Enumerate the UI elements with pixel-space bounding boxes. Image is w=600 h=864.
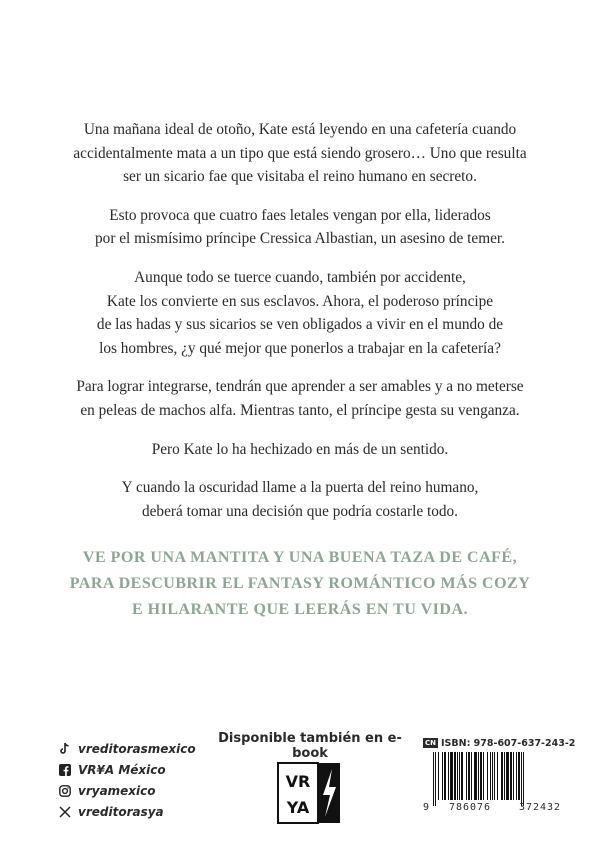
synopsis-paragraph-6: Y cuando la oscuridad llame a la puerta del reino humano, deberá tomar una decisión que podría costarle todo. xyxy=(121,479,479,520)
barcode-bar xyxy=(523,752,524,806)
tiktok-icon xyxy=(58,742,72,756)
isbn-barcode xyxy=(423,737,591,823)
social-links xyxy=(58,738,196,822)
social-x[interactable] xyxy=(58,801,196,822)
barcode-digit-group: 372432 xyxy=(518,802,562,813)
social-label: vryamexico xyxy=(78,783,156,798)
tagline-line: PARA DESCUBRIR EL FANTASY ROMÁNTICO MÁS COZY xyxy=(69,575,531,592)
logo-text-bottom: YA xyxy=(286,798,310,817)
synopsis xyxy=(40,118,560,538)
tagline-line: E HILARANTE QUE LEERÁS EN TU VIDA. xyxy=(131,601,469,618)
synopsis-paragraph-2: Esto provoca que cuatro faes letales vengan por ella, liderados por el mismísimo príncipe Cressica Albastian, un asesino de temer. xyxy=(95,206,505,248)
barcode-bars xyxy=(433,752,591,804)
social-label: VR¥A México xyxy=(78,762,166,777)
isbn-number: ISBN: 978-607-637-243-2 xyxy=(441,737,576,749)
tagline-line: VE POR UNA MANTITA Y UNA BUENA TAZA DE CAFÉ, xyxy=(82,549,518,566)
x-icon xyxy=(58,805,72,819)
vrya-logo xyxy=(276,761,342,825)
synopsis-paragraph-4: Para lograr integrarse, tendrán que aprender a ser amables y a no meterse en peleas de machos alfa. Mientras tanto, el príncipe gesta su venganza. xyxy=(76,378,524,419)
barcode-digit-group: 786076 xyxy=(448,802,492,813)
cn-badge: CN xyxy=(425,739,436,747)
facebook-icon xyxy=(58,763,72,777)
social-label: vreditorasya xyxy=(78,804,164,819)
ebook-availability: Disponible también en e-book xyxy=(218,731,402,761)
barcode-digits xyxy=(423,802,591,813)
logo-text-top: VR xyxy=(285,772,311,791)
synopsis-paragraph-1: Una mañana ideal de otoño, Kate está leyendo en una cafetería cuando accidentalmente mata a un tipo que está siendo grosero… Uno que resulta ser un sicario fae que visitaba el reino humano en secreto. xyxy=(73,121,527,186)
instagram-icon xyxy=(58,784,72,798)
synopsis-paragraph-3: Aunque todo se tuerce cuando, también por accidente, Kate los convierte en sus esclavos. Ahora, el poderoso príncipe de las hadas y sus sicarios se ven obligados a vivir en el mundo de los hombres, ¿y qué mejor que ponerlos a trabajar en la cafetería? xyxy=(96,268,504,357)
barcode-digit-group: 9 xyxy=(423,802,430,813)
social-facebook[interactable] xyxy=(58,759,196,780)
social-instagram[interactable] xyxy=(58,780,196,801)
social-label: vreditorasmexico xyxy=(78,741,196,756)
tagline xyxy=(40,545,560,623)
synopsis-paragraph-5: Pero Kate lo ha hechizado en más de un sentido. xyxy=(151,440,449,458)
social-tiktok[interactable] xyxy=(58,738,196,759)
